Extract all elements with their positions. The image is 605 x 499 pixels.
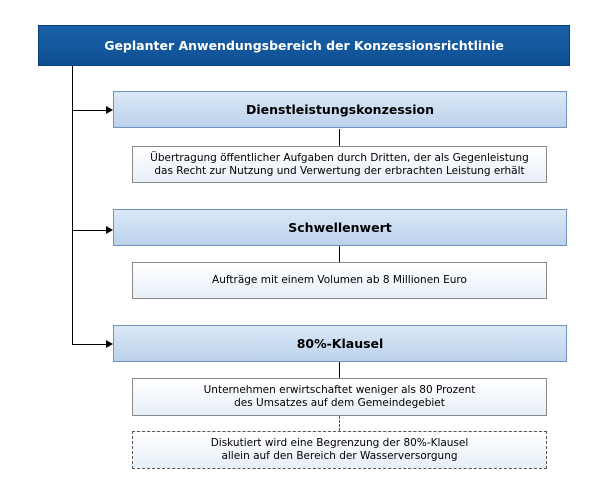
description-line: das Recht zur Nutzung und Verwertung der erbrachten Leistung erhält	[154, 164, 525, 177]
description-line: allein auf den Bereich der Wasserversorgung	[221, 450, 458, 462]
description-line: Aufträge mit einem Volumen ab 8 Millionen Euro	[212, 274, 467, 286]
connector-1	[339, 129, 340, 146]
section-80-prozent-klausel: 80%-Klausel	[113, 325, 567, 362]
arrowhead-1	[106, 106, 113, 114]
arrowhead-3	[106, 340, 113, 348]
description-line: Unternehmen erwirtschaftet weniger als 80 Prozent	[203, 384, 476, 396]
description-80-prozent-klausel	[132, 378, 547, 416]
arrowhead-2	[106, 226, 113, 234]
connector-dashed	[339, 416, 340, 431]
section-schwellenwert: Schwellenwert	[113, 209, 567, 246]
branch-line-2	[72, 230, 107, 231]
trunk-line	[72, 66, 73, 344]
diagram-title: Geplanter Anwendungsbereich der Konzessionsrichtlinie	[38, 25, 570, 66]
description-line: des Umsatzes auf dem Gemeindegebiet	[234, 397, 445, 409]
description-line: Diskutiert wird eine Begrenzung der 80%-Klausel	[210, 437, 469, 449]
description-discussion	[132, 431, 547, 469]
section-dienstleistungskonzession: Dienstleistungskonzession	[113, 91, 567, 128]
branch-line-3	[72, 344, 107, 345]
description-schwellenwert	[132, 262, 547, 299]
branch-line-1	[72, 110, 107, 111]
connector-3	[339, 362, 340, 378]
description-dienstleistungskonzession	[132, 146, 547, 183]
connector-2	[339, 246, 340, 262]
description-line: Übertragung öffentlicher Aufgaben durch Dritten, der als Gegenleistung	[150, 151, 529, 164]
